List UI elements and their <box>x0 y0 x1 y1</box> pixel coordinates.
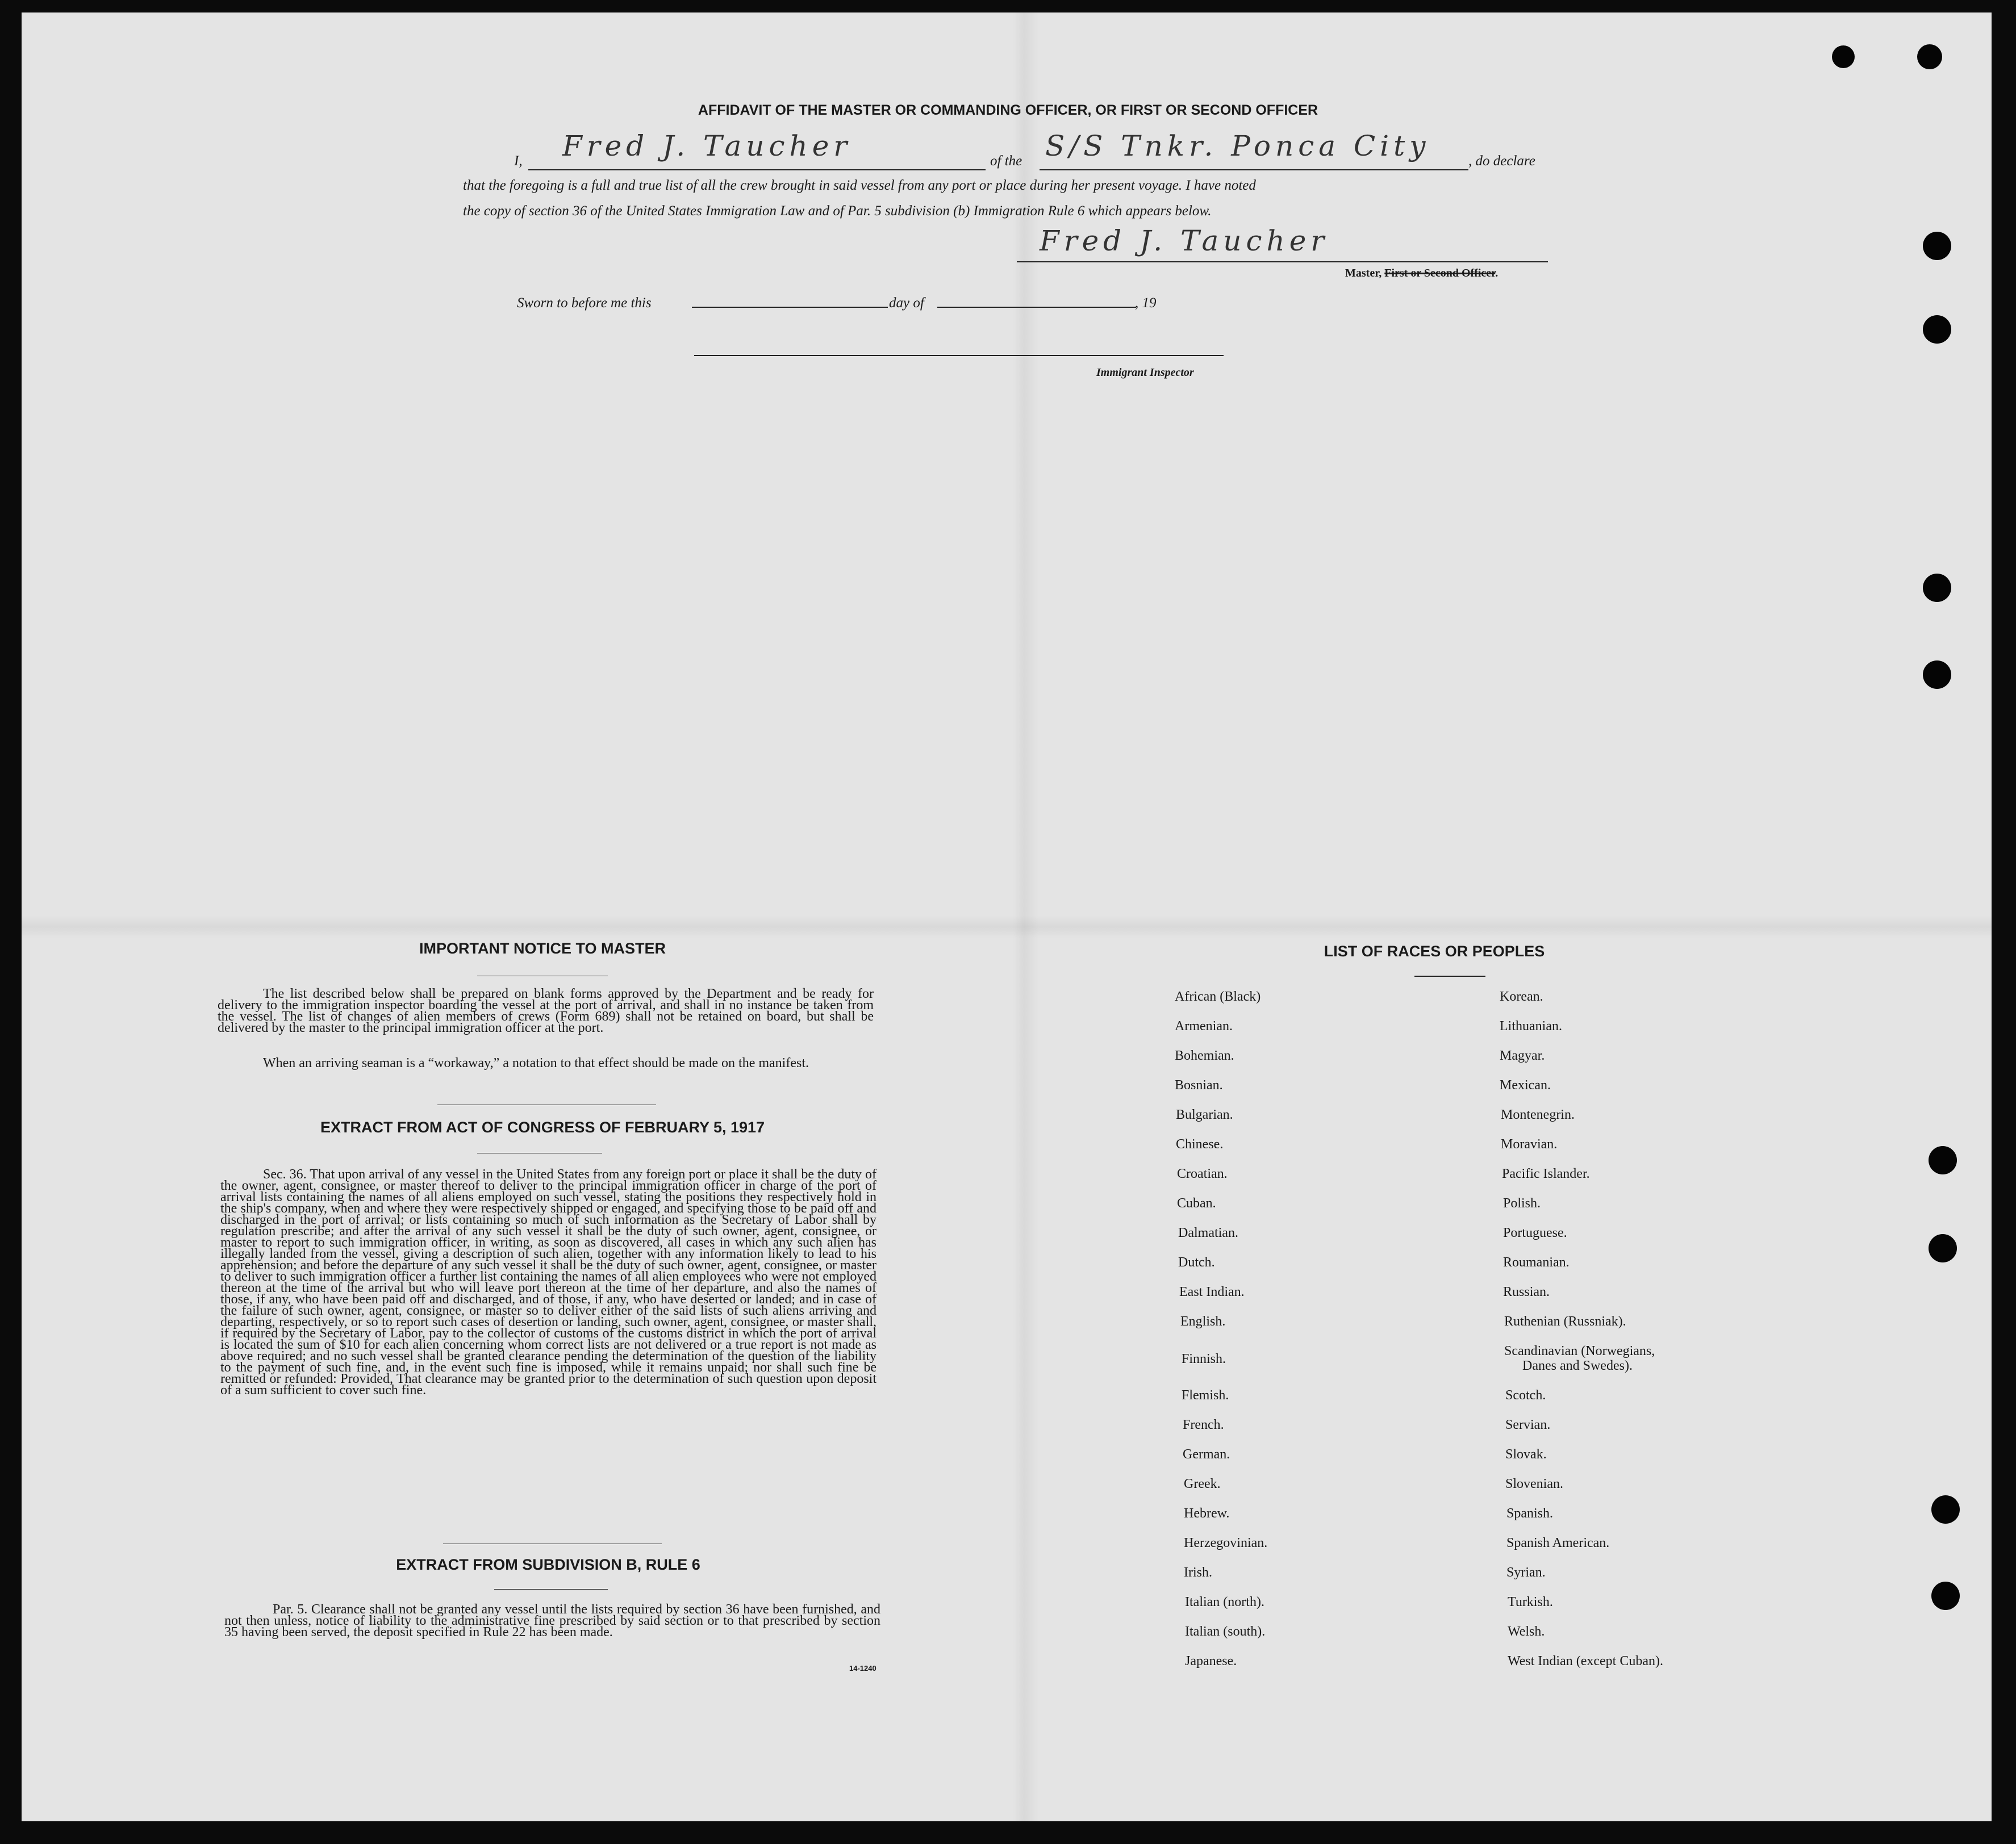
handwritten-master-name: Fred J. Taucher <box>562 129 852 162</box>
race-item: French. <box>1183 1418 1224 1432</box>
punch-hole <box>1931 1582 1960 1610</box>
declaration-suffix: , do declare <box>1468 153 1535 169</box>
form-number: 14-1240 <box>849 1664 876 1672</box>
race-item: Danes and Swedes). <box>1522 1358 1633 1373</box>
race-item: Spanish. <box>1506 1506 1554 1521</box>
affidavit-title: AFFIDAVIT OF THE MASTER OR COMMANDING OFFICER, OR FIRST OR SECOND OFFICER <box>698 102 1318 118</box>
rule-extract-text: Par. 5. Clearance shall not be granted any vessel until the lists required by section 36 have been furnished, and not then unless, notice of liability to the administrative fine prescribed by said section or to that prescribed by section 35 having been served, the deposit specified in Rule 22 has been made. <box>224 1602 880 1640</box>
race-item: Mexican. <box>1500 1078 1551 1093</box>
sworn-month-line <box>937 307 1136 308</box>
struck-officer-text: First or Second Officer <box>1384 267 1496 279</box>
race-item: Italian (south). <box>1185 1624 1266 1639</box>
race-item: Bohemian. <box>1175 1048 1234 1063</box>
punch-hole <box>1923 660 1951 689</box>
race-item: Cuban. <box>1177 1196 1216 1211</box>
race-item: Pacific Islander. <box>1502 1166 1590 1181</box>
race-item: Croatian. <box>1177 1166 1228 1181</box>
declaration-of-the: of the <box>990 153 1022 169</box>
signature-line <box>1017 261 1548 262</box>
race-item: Greek. <box>1184 1477 1221 1491</box>
punch-hole <box>1929 1146 1957 1174</box>
act-extract-heading: EXTRACT FROM ACT OF CONGRESS OF FEBRUARY 5, 1917 <box>320 1119 765 1136</box>
sworn-day-line <box>692 307 888 308</box>
vessel-line <box>1040 169 1468 170</box>
race-item: Hebrew. <box>1184 1506 1230 1521</box>
inspector-line <box>694 355 1224 356</box>
race-item: Ruthenian (Russniak). <box>1504 1314 1626 1329</box>
race-item: Servian. <box>1505 1418 1551 1432</box>
race-item: Chinese. <box>1176 1137 1224 1152</box>
race-item: Japanese. <box>1185 1654 1237 1669</box>
sworn-year: , 19 <box>1135 295 1157 311</box>
declaration-line-3: the copy of section 36 of the United States Immigration Law and of Par. 5 subdivision (b) Immigration Rule 6 which appears below. <box>463 203 1212 219</box>
race-item: English. <box>1180 1314 1226 1329</box>
declaration-prefix: I, <box>514 153 523 169</box>
inspector-label: Immigrant Inspector <box>1096 366 1194 379</box>
punch-hole <box>1923 574 1951 602</box>
race-item: Welsh. <box>1508 1624 1545 1639</box>
race-item: Roumanian. <box>1503 1255 1570 1270</box>
race-item: African (Black) <box>1175 989 1261 1004</box>
sworn-day-of: day of <box>889 295 924 311</box>
punch-hole <box>1917 44 1942 69</box>
handwritten-vessel-name: S/S Tnkr. Ponca City <box>1045 129 1430 162</box>
race-item: East Indian. <box>1179 1285 1245 1299</box>
race-item: Scotch. <box>1505 1388 1546 1403</box>
race-item: Armenian. <box>1175 1019 1233 1034</box>
race-item: German. <box>1183 1447 1230 1462</box>
section-text: That upon arrival of any vessel in the United States from any foreign port or place it shall be the duty of the owner, agent, consignee, or master thereof to deliver to the principal immigration officer in charge of the port of arrival lists containing the names of all aliens employed on such vessel, stating the positions they respectively hold in the ship's company, when and where they were respectively shipped or engaged, and specifying those to be paid off and discharged in the port of arrival; or lists containing so much of such information as the Secretary of Labor shall by regulation prescribe; and after the arrival of any such vessel it shall be the duty of such owner, agent, consignee, or master to report to such immigration officer, in writing, as soon as discovered, all cases in which any such alien has illegally landed from the vessel, giving a description of such alien, together with any information likely to lead to his apprehension; and before the departure of any such vessel it shall be the duty of such owner, agent, consignee, or master to deliver to such immigration officer a further list containing the names of all alien employees who were not employed thereon at the time of the arrival but who will leave port thereon at the time of her departure, and also the names of those, if any, who have been paid off and discharged, and of those, if any, who have deserted or landed; and in case of the failure of such owner, agent, consignee, or master so to deliver either of the said lists of such aliens arriving and departing, respectively, or so to report such cases of desertion or landing, such owner, agent, consignee, or master shall, if required by the Secretary of Labor, pay to the collector of customs of the customs district in which the port of arrival is located the sum of $10 for each alien concerning whom correct lists are not delivered or a true report is not made as above required; and no such vessel shall be granted clearance pending the determination of the question of the liability to the payment of such fine, and, in the event such fine is imposed, while it remains unpaid; nor shall such fine be remitted or refunded: Provided, That clearance may be granted prior to the determination of such question upon deposit of a sum sufficient to cover such fine. <box>220 1167 876 1398</box>
race-item: Syrian. <box>1506 1565 1546 1580</box>
divider <box>494 1589 608 1590</box>
race-item: Scandinavian (Norwegians, <box>1504 1344 1655 1358</box>
race-item: Slovenian. <box>1505 1477 1563 1491</box>
race-item: Russian. <box>1503 1285 1550 1299</box>
race-item: Flemish. <box>1182 1388 1229 1403</box>
race-item: Dalmatian. <box>1178 1226 1238 1240</box>
punch-hole <box>1923 315 1951 344</box>
master-text: Master, <box>1345 267 1382 279</box>
divider <box>1414 976 1485 977</box>
handwritten-signature: Fred J. Taucher <box>1040 224 1329 257</box>
notice-paragraph-2: When an arriving seaman is a “workaway,” a notation to that effect should be made on the manifest. <box>263 1056 809 1071</box>
punch-hole <box>1929 1234 1957 1262</box>
section-label: Sec. 36. <box>263 1167 307 1182</box>
race-item: Magyar. <box>1500 1048 1545 1063</box>
race-item: Polish. <box>1503 1196 1541 1211</box>
races-heading: LIST OF RACES OR PEOPLES <box>1324 943 1545 960</box>
race-item: Bosnian. <box>1175 1078 1223 1093</box>
race-item: Portuguese. <box>1503 1226 1567 1240</box>
notice-paragraph-1: The list described below shall be prepared on blank forms approved by the Department and be ready for delivery to the immigration inspector boarding the vessel at the port of arrival, and shall in no instance be taken from the vessel. The list of changes of alien members of crews (Form 689) shall not be retained on board, but shall be delivered by the master to the principal immigration officer at the port. <box>218 986 874 1035</box>
race-item: West Indian (except Cuban). <box>1508 1654 1663 1669</box>
race-item: Slovak. <box>1505 1447 1547 1462</box>
race-item: Bulgarian. <box>1176 1107 1233 1122</box>
sworn-prefix: Sworn to before me this <box>517 295 652 311</box>
punch-hole <box>1923 232 1951 260</box>
race-item: Korean. <box>1500 989 1543 1004</box>
document-page <box>22 12 1992 1821</box>
race-item: Montenegrin. <box>1501 1107 1575 1122</box>
name-line <box>528 169 986 170</box>
race-item: Spanish American. <box>1506 1536 1610 1550</box>
race-item: Finnish. <box>1182 1352 1226 1366</box>
punch-hole <box>1832 45 1855 68</box>
race-item: Lithuanian. <box>1500 1019 1562 1034</box>
act-extract-text <box>220 1169 876 1396</box>
race-item: Italian (north). <box>1185 1595 1264 1609</box>
race-item: Irish. <box>1184 1565 1212 1580</box>
master-label: Master, First or Second Officer. <box>1345 267 1499 279</box>
punch-hole <box>1931 1495 1960 1524</box>
notice-heading: IMPORTANT NOTICE TO MASTER <box>419 940 666 957</box>
declaration-line-2: that the foregoing is a full and true list of all the crew brought in said vessel from any port or place during her present voyage. I have noted <box>463 178 1256 193</box>
rule-extract-heading: EXTRACT FROM SUBDIVISION B, RULE 6 <box>396 1556 700 1573</box>
race-item: Dutch. <box>1178 1255 1215 1270</box>
race-item: Herzegovinian. <box>1184 1536 1268 1550</box>
race-item: Moravian. <box>1501 1137 1558 1152</box>
race-item: Turkish. <box>1508 1595 1553 1609</box>
